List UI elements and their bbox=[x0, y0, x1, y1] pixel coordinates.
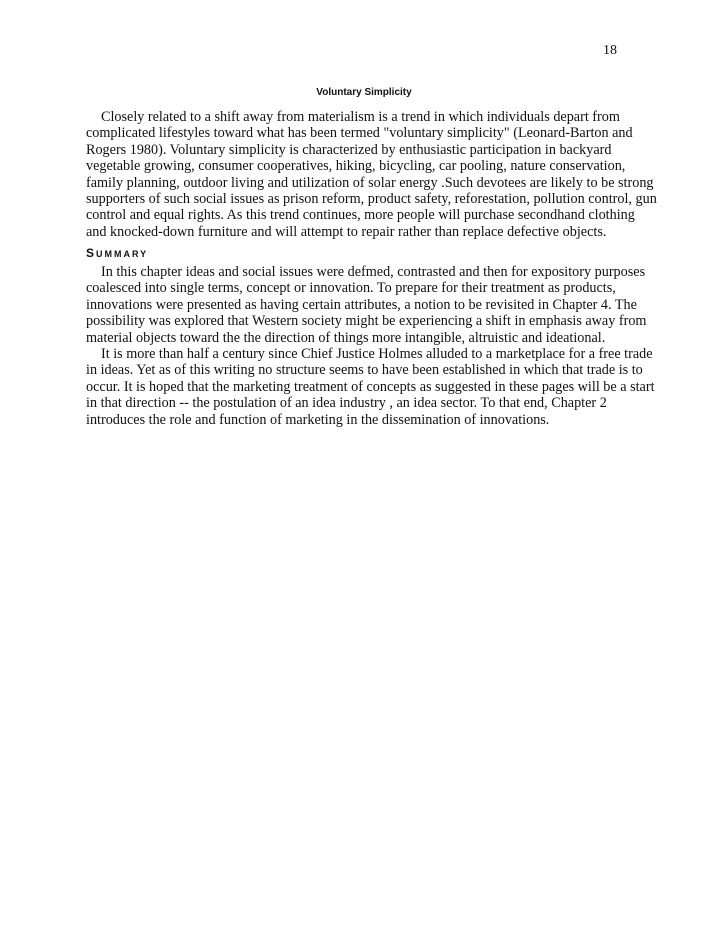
text-line: Closely related to a shift away from materialism is a trend in which individuals depart from bbox=[101, 109, 620, 125]
text-line: innovations were presented as having certain attributes, a notion to be revisited in Chapter 4. The bbox=[86, 296, 637, 313]
summary-heading-initial: S bbox=[86, 246, 97, 260]
text-line: material objects toward the the direction of things more intangible, altruistic and ideational. bbox=[86, 329, 606, 346]
text-line: control and equal rights. As this trend continues, more people will purchase secondhand clothing bbox=[86, 207, 635, 224]
summary-heading bbox=[86, 246, 148, 260]
text-line: and knocked-down furniture and will attempt to repair rather than replace defective objects. bbox=[86, 223, 607, 240]
text-line: possibility was explored that Western society might be experiencing a shift in emphasis away from bbox=[86, 313, 647, 330]
text-line: supporters of such social issues as prison reform, product safety, reforestation, pollution control, gun bbox=[86, 191, 657, 208]
text-line: in that direction -- the postulation of an idea industry , an idea sector. To that end, Chapter 2 bbox=[86, 395, 607, 412]
text-line: It is more than half a century since Chief Justice Holmes alluded to a marketplace for a free trade bbox=[101, 346, 653, 363]
summary-heading-rest: UMMARY bbox=[96, 249, 149, 259]
text-line: in ideas. Yet as of this writing no structure seems to have been established in which that trade is to bbox=[86, 362, 643, 379]
text-line: occur. It is hoped that the marketing treatment of concepts as suggested in these pages will be a start bbox=[86, 378, 655, 395]
text-line: complicated lifestyles toward what has been termed "voluntary simplicity" (Leonard-Barton and bbox=[86, 125, 633, 142]
page-number: 18 bbox=[603, 43, 617, 58]
text-line: Rogers 1980). Voluntary simplicity is characterized by enthusiastic participation in backyard bbox=[86, 141, 612, 158]
voluntary-simplicity-paragraph bbox=[86, 109, 657, 240]
text-line: introduces the role and function of marketing in the dissemination of innovations. bbox=[86, 411, 550, 428]
text-line: family planning, outdoor living and utilization of solar energy .Such devotees are likely to be strong bbox=[86, 174, 654, 191]
text-line: coalesced into single terms, concept or innovation. To prepare for their treatment as products, bbox=[86, 280, 616, 297]
text-line: In this chapter ideas and social issues were defmed, contrasted and then for expository purposes bbox=[101, 264, 646, 280]
text-line: vegetable growing, consumer cooperatives, hiking, bicycling, car pooling, nature conservation, bbox=[86, 158, 626, 175]
summary-text bbox=[86, 264, 655, 428]
section-heading: Voluntary Simplicity bbox=[316, 87, 412, 98]
